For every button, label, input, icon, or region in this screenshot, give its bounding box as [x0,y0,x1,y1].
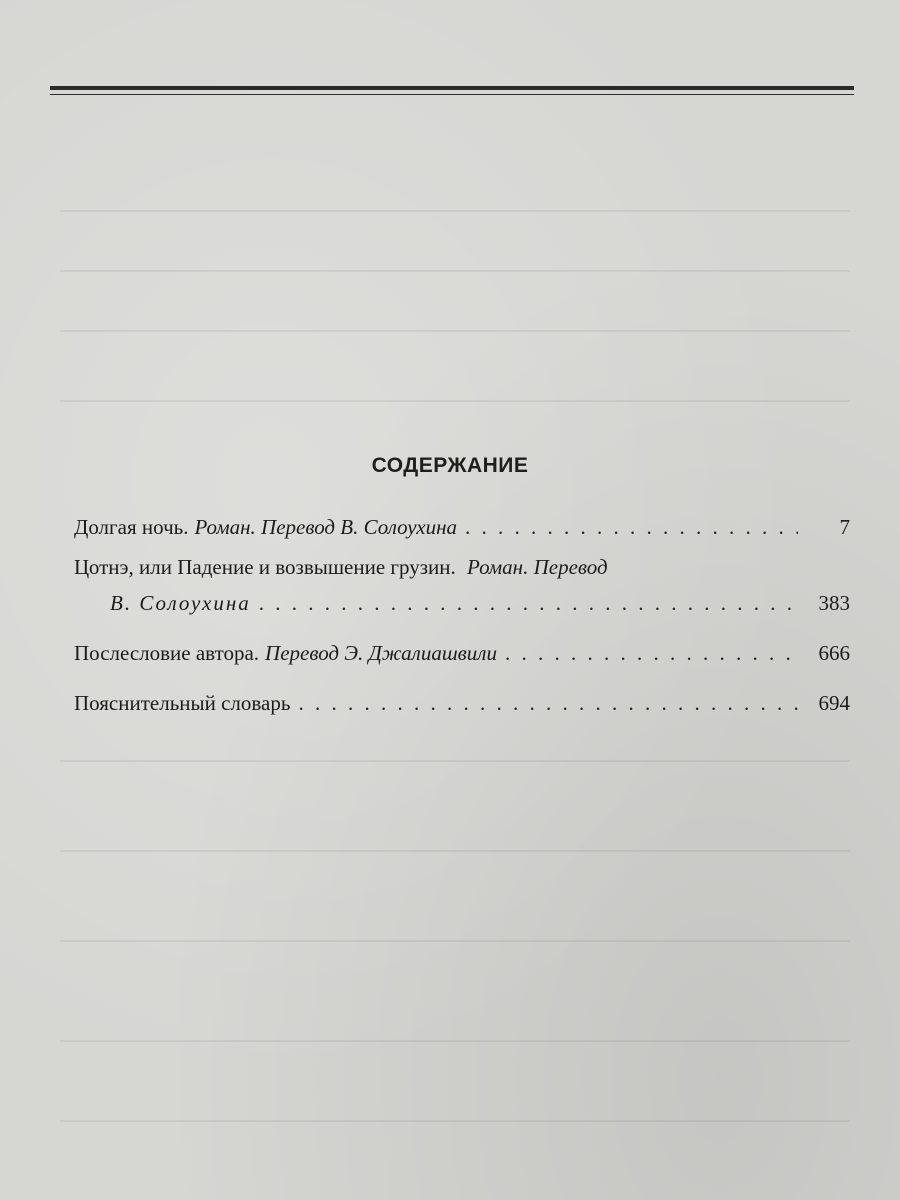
table-of-contents [74,512,850,718]
toc-entry-title: Послесловие автора. [74,641,260,665]
leader-dots [465,512,798,542]
show-through-line [60,850,850,852]
toc-entry-page: 383 [818,591,850,615]
leader-dots [298,688,798,718]
leader-dots [505,638,798,668]
show-through-line [60,210,850,212]
toc-entry-subtitle: Роман. Перевод [467,555,608,579]
toc-entry-title: Пояснительный словарь [74,691,291,715]
leader-dots [259,588,798,618]
show-through-line [60,330,850,332]
show-through-line [60,1040,850,1042]
toc-entry-subtitle: Роман. Перевод В. Солоухина [194,515,458,539]
toc-entry-title: Цотнэ, или Падение и возвышение грузин. [74,555,456,579]
show-through-line [60,1120,850,1122]
show-through-line [60,760,850,762]
toc-entry-tsotne [74,552,850,618]
toc-entry-title: Долгая ночь. [74,515,189,539]
show-through-line [60,940,850,942]
toc-entry-glossary [74,688,850,718]
show-through-line [60,270,850,272]
toc-entry-page: 7 [839,515,850,539]
show-through-line [60,400,850,402]
contents-heading: СОДЕРЖАНИЕ [371,454,529,477]
toc-entry-page: 666 [818,641,850,665]
header-rule-thick [50,86,854,90]
toc-entry-dolgaya-noch [74,512,850,542]
toc-entry-page: 694 [818,691,850,715]
header-rule-thin [50,94,854,95]
toc-entry-subtitle-continued: В. Солоухина [110,591,251,615]
toc-entry-subtitle: Перевод Э. Джалиашвили [265,641,497,665]
toc-entry-afterword [74,638,850,668]
